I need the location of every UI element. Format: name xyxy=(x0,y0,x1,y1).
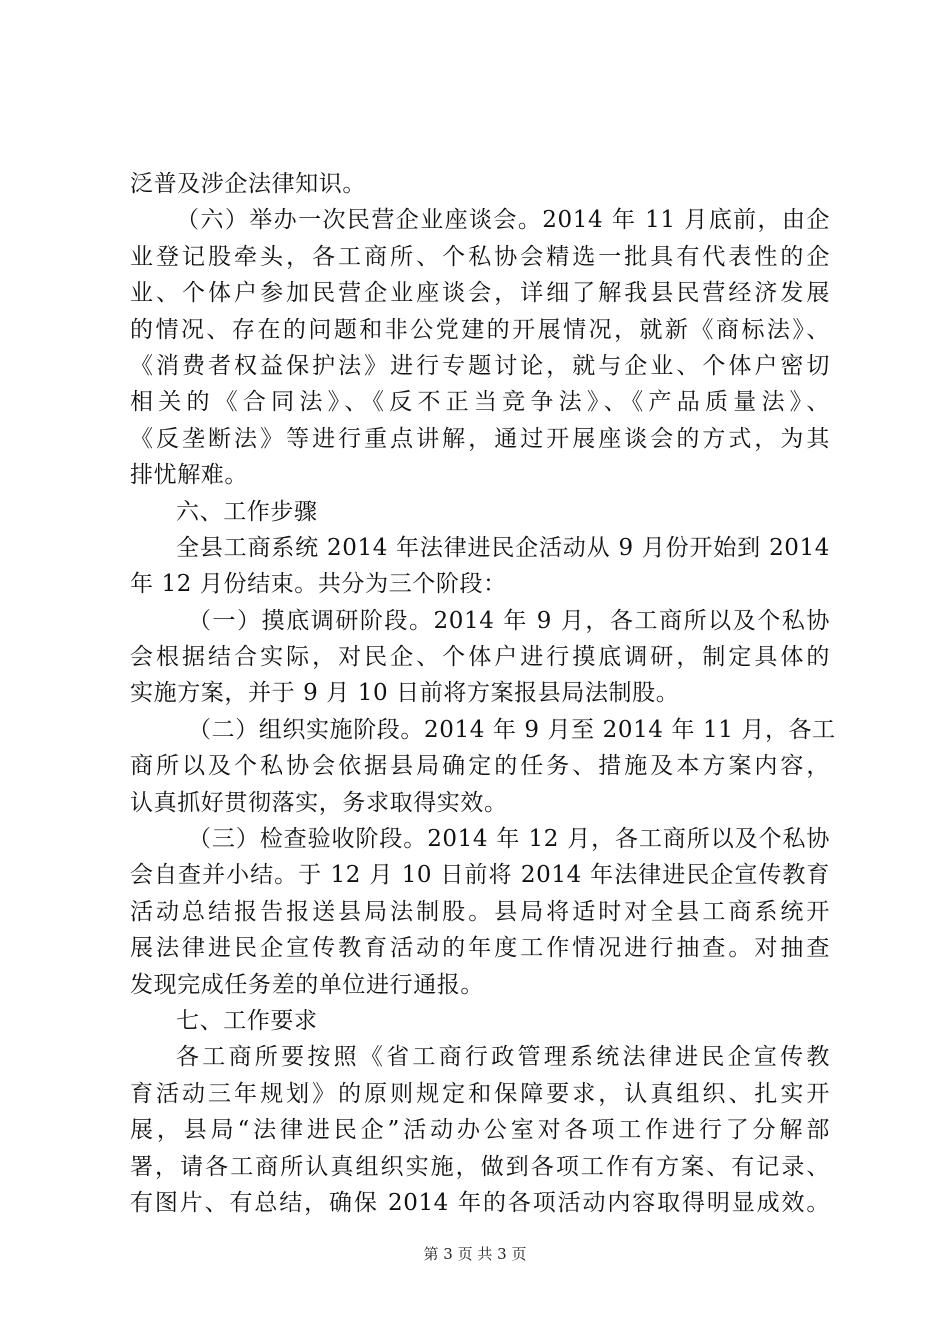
text-line: 全县工商系统 2014 年法律进民企活动从 9 月份开始到 2014 xyxy=(176,534,830,561)
text-line: 业、个体户参加民营企业座谈会，详细了解我县民营经济发展 xyxy=(130,280,830,307)
text-line: 会自查并小结。于 12 月 10 日前将 2014 年法律进民企宣传教育 xyxy=(130,862,830,889)
document-body xyxy=(130,166,836,1221)
text-line: 业登记股牵头，各工商所、个私协会精选一批具有代表性的企 xyxy=(130,243,830,270)
text-line: 六、工作步骤 xyxy=(176,498,318,525)
text-line: 发现完成任务差的单位进行通报。 xyxy=(130,971,484,998)
text-line: 展，县局“法律进民企”活动办公室对各项工作进行了分解部 xyxy=(130,1117,830,1144)
text-line: 实施方案，并于 9 月 10 日前将方案报县局法制股。 xyxy=(130,680,680,707)
text-line: 相关的《合同法》、《反不正当竞争法》、《产品质量法》、 xyxy=(130,389,830,416)
text-line: （六）举办一次民营企业座谈会。2014 年 11 月底前，由企 xyxy=(176,207,830,234)
text-line: 年 12 月份结束。共分为三个阶段： xyxy=(130,571,507,598)
text-line: 认真抓好贯彻落实，务求取得实效。 xyxy=(130,789,508,816)
text-line: 署，请各工商所认真组织实施，做到各项工作有方案、有记录、 xyxy=(130,1153,830,1180)
page-footer: 第 3 页 共 3 页 xyxy=(423,1245,527,1263)
text-line: 的情况、存在的问题和非公党建的开展情况，就新《商标法》、 xyxy=(130,316,830,343)
text-line: 七、工作要求 xyxy=(176,1007,318,1034)
text-line: 有图片、有总结，确保 2014 年的各项活动内容取得明显成效。 xyxy=(130,1189,830,1216)
text-line: 活动总结报告报送县局法制股。县局将适时对全县工商系统开 xyxy=(130,898,830,925)
text-line: 排忧解难。 xyxy=(130,462,248,489)
text-line: 会根据结合实际，对民企、个体户进行摸底调研，制定具体的 xyxy=(130,644,830,671)
text-line: 《反垄断法》等进行重点讲解，通过开展座谈会的方式，为其 xyxy=(130,425,830,452)
text-line: （三）检查验收阶段。2014 年 12 月，各工商所以及个私协 xyxy=(188,826,830,853)
text-line: 展法律进民企宣传教育活动的年度工作情况进行抽查。对抽查 xyxy=(130,935,830,962)
text-line: 泛普及涉企法律知识。 xyxy=(130,171,366,197)
text-line: 各工商所要按照《省工商行政管理系统法律进民企宣传教 xyxy=(176,1044,830,1071)
text-line: 《消费者权益保护法》进行专题讨论，就与企业、个体户密切 xyxy=(130,352,830,379)
text-line: 商所以及个私协会依据县局确定的任务、措施及本方案内容， xyxy=(130,753,830,780)
text-line: （一）摸底调研阶段。2014 年 9 月，各工商所以及个私协 xyxy=(188,607,830,634)
text-line: （二）组织实施阶段。2014 年 9 月至 2014 年 11 月，各工 xyxy=(188,716,836,743)
text-line: 育活动三年规划》的原则规定和保障要求，认真组织、扎实开 xyxy=(130,1080,830,1107)
